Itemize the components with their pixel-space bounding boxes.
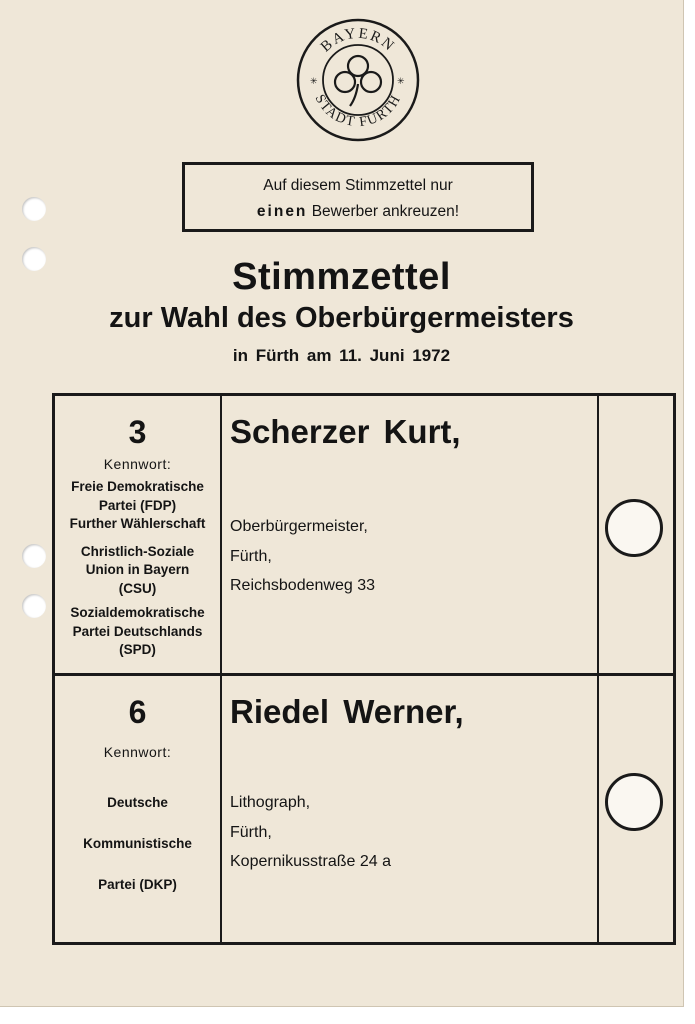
candidate-cell [230,676,590,942]
candidate-row [55,396,673,676]
punch-hole [22,544,46,568]
vote-circle[interactable] [605,773,663,831]
instruction-rest: Bewerber ankreuzen! [311,203,460,220]
svg-text:✳: ✳ [310,76,318,86]
instruction-emphasis: einen [256,203,308,220]
party-line: (CSU) [118,580,157,596]
list-number: 6 [128,694,147,730]
candidate-occupation: Lithograph, [230,794,311,811]
party-line: Deutsche [107,795,168,810]
election-date: in Fürth am 11. Juni 1972 [232,346,451,365]
party-cell [55,396,220,673]
party-cell [55,676,220,942]
party-line: Union in Bayern [85,562,190,577]
cloverleaf-icon [335,56,381,106]
punch-hole [22,197,46,221]
punch-hole [22,594,46,618]
candidate-address: Kopernikusstraße 24 a [230,853,391,870]
candidate-row [55,676,673,942]
vote-cell [599,676,673,942]
party-line: Freie Demokratische [71,479,204,494]
list-number: 3 [128,414,147,450]
candidate-occupation: Oberbürgermeister, [230,518,368,535]
candidate-city: Fürth, [230,823,272,841]
page-title: Stimmzettel [232,256,451,298]
instruction-line-1: Auf diesem Stimmzettel nur [263,177,453,194]
candidate-table [52,393,676,945]
candidate-address: Reichsbodenweg 33 [230,577,375,594]
party-line: Christlich-Soziale [80,543,195,559]
vote-cell [599,396,673,673]
vote-circle[interactable] [605,499,663,557]
party-line: Partei (DKP) [98,877,177,892]
candidate-name: Scherzer Kurt, [230,413,461,450]
party-line: (SPD) [119,642,156,657]
seal-bottom-text: STADT FÜRTH [311,92,405,131]
candidate-city: Fürth, [230,547,272,565]
party-line: Partei Deutschlands [72,623,203,639]
svg-text:STADT FÜRTH [312,92,405,130]
kennwort-label: Kennwort: [103,744,172,760]
instruction-line-2 [185,199,531,225]
party-line: Sozialdemokratische [70,605,205,620]
candidate-name: Riedel Werner, [230,693,464,730]
party-line: Kommunistische [83,836,192,851]
kennwort-label: Kennwort: [103,456,172,472]
candidate-cell [230,396,590,673]
svg-text:✳: ✳ [397,76,405,86]
page-subtitle: zur Wahl des Oberbürgermeisters [109,302,574,334]
party-line: Partei (FDP) [98,497,177,513]
instruction-box [182,162,534,232]
svg-text:BAYERN [318,26,398,56]
city-seal [296,18,420,142]
seal-top-text: BAYERN [317,25,399,56]
party-line: Further Wählerschaft [69,516,206,531]
